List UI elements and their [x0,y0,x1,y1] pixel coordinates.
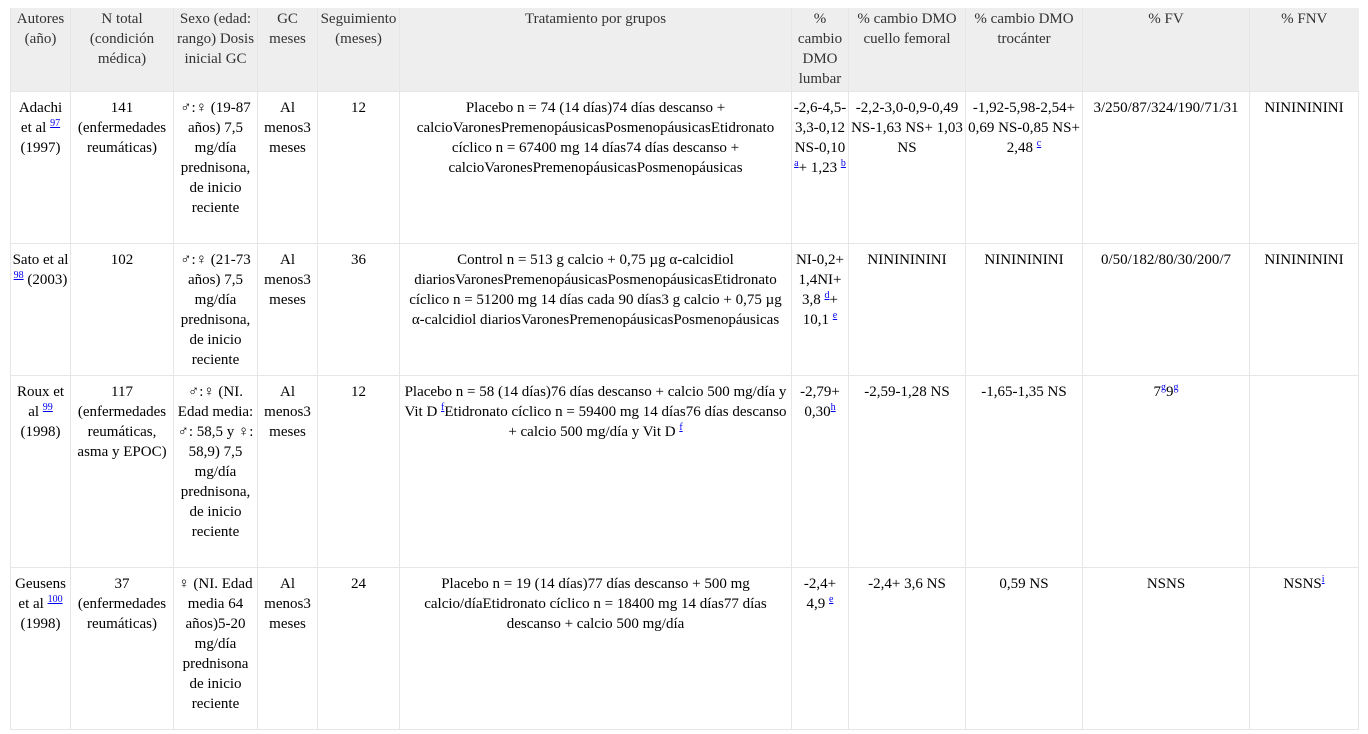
header-seguimiento: Seguimiento (meses) [318,8,400,92]
reference-link[interactable]: 97 [50,118,61,129]
cell-autores: Sato et al $^{98}$ (2003) [11,244,71,376]
cell-tratamiento: Placebo n = 58 (14 días)76 días descanso + calcio 500 mg/día y Vit D $^f$Etidronato cíclico n = 59400 mg 14 días76 días descanso + calcio 500 mg/día y Vit D $^f$ [400,376,792,568]
cell-autores: Geusens et al $^{100}$ (1998) [11,568,71,730]
footnote-link[interactable]: a [794,158,799,169]
footnote-link[interactable]: b [840,158,846,169]
cell-dmo-femoral: NININININI [849,244,966,376]
footnote-link[interactable]: f [679,422,683,433]
reference-link[interactable]: 100 [47,594,63,605]
cell-dmo-trocanter: -1,65-1,35 NS [966,376,1083,568]
footnote-link[interactable]: g [1161,382,1166,393]
cell-seguimiento: 12 [318,376,400,568]
cell-dmo-femoral: -2,4+ 3,6 NS [849,568,966,730]
table-row [11,244,1359,376]
cell-fv: 3/250/87/324/190/71/31 [1083,92,1250,244]
footnote-link[interactable]: f [441,402,445,413]
cell-fnv [1250,376,1359,568]
header-fnv: % FNV [1250,8,1359,92]
footnote-link[interactable]: d [824,290,830,301]
cell-dmo-trocanter: -1,92-5,98-2,54+ 0,69 NS-0,85 NS+ 2,48 $^c$ [966,92,1083,244]
cell-dmo-lumbar: -2,6-4,5-3,3-0,12 NS-0,10 $^a$+ 1,23 $^b$ [792,92,849,244]
table-row [11,568,1359,730]
footnote-link[interactable]: c [1036,138,1042,149]
cell-tratamiento: Control n = 513 g calcio + 0,75 µg α-calcidiol diariosVaronesPremenopáusicasPosmenopáusicasEtidronato cíclico n = 51200 mg 14 días cada 90 días3 g calcio + 0,75 µg α-calcidiol diariosVaronesPremenopáusicasPosmenopáusicas [400,244,792,376]
cell-sexo: ♀ (NI. Edad media 64 años)5-20 mg/día prednisona de inicio reciente [174,568,258,730]
cell-seguimiento: 24 [318,568,400,730]
header-n-total: N total (condición médica) [71,8,174,92]
header-dmo-lumbar: % cambio DMO lumbar [792,8,849,92]
cell-tratamiento: Placebo n = 19 (14 días)77 días descanso + 500 mg calcio/díaEtidronato cíclico n = 18400 mg 14 días77 días descanso + calcio 500 mg/día [400,568,792,730]
cell-seguimiento: 36 [318,244,400,376]
cell-seguimiento: 12 [318,92,400,244]
header-tratamiento: Tratamiento por grupos [400,8,792,92]
header-fv: % FV [1083,8,1250,92]
cell-dmo-femoral: -2,2-3,0-0,9-0,49 NS-1,63 NS+ 1,03 NS [849,92,966,244]
table-container [10,8,1358,730]
cell-n-total: 117 (enfermedades reumáticas, asma y EPOC) [71,376,174,568]
cell-n-total: 141 (enfermedades reumáticas) [71,92,174,244]
cell-gc-meses: Al menos3 meses [258,244,318,376]
header-row [11,8,1359,92]
cell-fv: NSNS [1083,568,1250,730]
results-table [10,8,1359,730]
cell-dmo-lumbar: NI-0,2+ 1,4NI+ 3,8 $^d$+ 10,1 $^e$ [792,244,849,376]
footnote-link[interactable]: e [829,594,834,605]
table-row [11,92,1359,244]
cell-dmo-trocanter: 0,59 NS [966,568,1083,730]
cell-fnv: NSNS$^i$ [1250,568,1359,730]
cell-fnv: NININININI [1250,92,1359,244]
reference-link[interactable]: 98 [13,270,24,281]
reference-link[interactable]: 99 [42,402,53,413]
cell-sexo: ♂:♀ (21-73 años) 7,5 mg/día prednisona, de inicio reciente [174,244,258,376]
cell-sexo: ♂:♀ (NI. Edad media: ♂: 58,5 y ♀: 58,9) 7,5 mg/día prednisona, de inicio reciente [174,376,258,568]
table-header [11,8,1359,92]
cell-autores: Adachi et al $^{97}$ (1997) [11,92,71,244]
cell-gc-meses: Al menos3 meses [258,568,318,730]
cell-fnv: NININININI [1250,244,1359,376]
header-dmo-trocanter: % cambio DMO trocánter [966,8,1083,92]
footnote-link[interactable]: i [1321,574,1325,585]
table-row [11,376,1359,568]
cell-n-total: 37 (enfermedades reumáticas) [71,568,174,730]
cell-sexo: ♂:♀ (19-87 años) 7,5 mg/día prednisona, de inicio reciente [174,92,258,244]
footnote-link[interactable]: e [832,310,838,321]
cell-dmo-lumbar: -2,79+ 0,30$^h$ [792,376,849,568]
cell-gc-meses: Al menos3 meses [258,376,318,568]
cell-fv: 0/50/182/80/30/200/7 [1083,244,1250,376]
header-autores: Autores (año) [11,8,71,92]
header-sexo: Sexo (edad: rango) Dosis inicial GC [174,8,258,92]
cell-gc-meses: Al menos3 meses [258,92,318,244]
cell-n-total: 102 [71,244,174,376]
footnote-link[interactable]: h [830,402,836,413]
cell-fv: 7$^g$9$^g$ [1083,376,1250,568]
cell-autores: Roux et al $^{99}$ (1998) [11,376,71,568]
cell-dmo-femoral: -2,59-1,28 NS [849,376,966,568]
cell-tratamiento: Placebo n = 74 (14 días)74 días descanso + calcioVaronesPremenopáusicasPosmenopáusicasEtidronato cíclico n = 67400 mg 14 días74 días descanso + calcioVaronesPremenopáusicasPosmenopáusicas [400,92,792,244]
header-dmo-femoral: % cambio DMO cuello femoral [849,8,966,92]
cell-dmo-trocanter: NININININI [966,244,1083,376]
cell-dmo-lumbar: -2,4+ 4,9 $^e$ [792,568,849,730]
footnote-link[interactable]: g [1173,382,1179,393]
header-gc-meses: GC meses [258,8,318,92]
